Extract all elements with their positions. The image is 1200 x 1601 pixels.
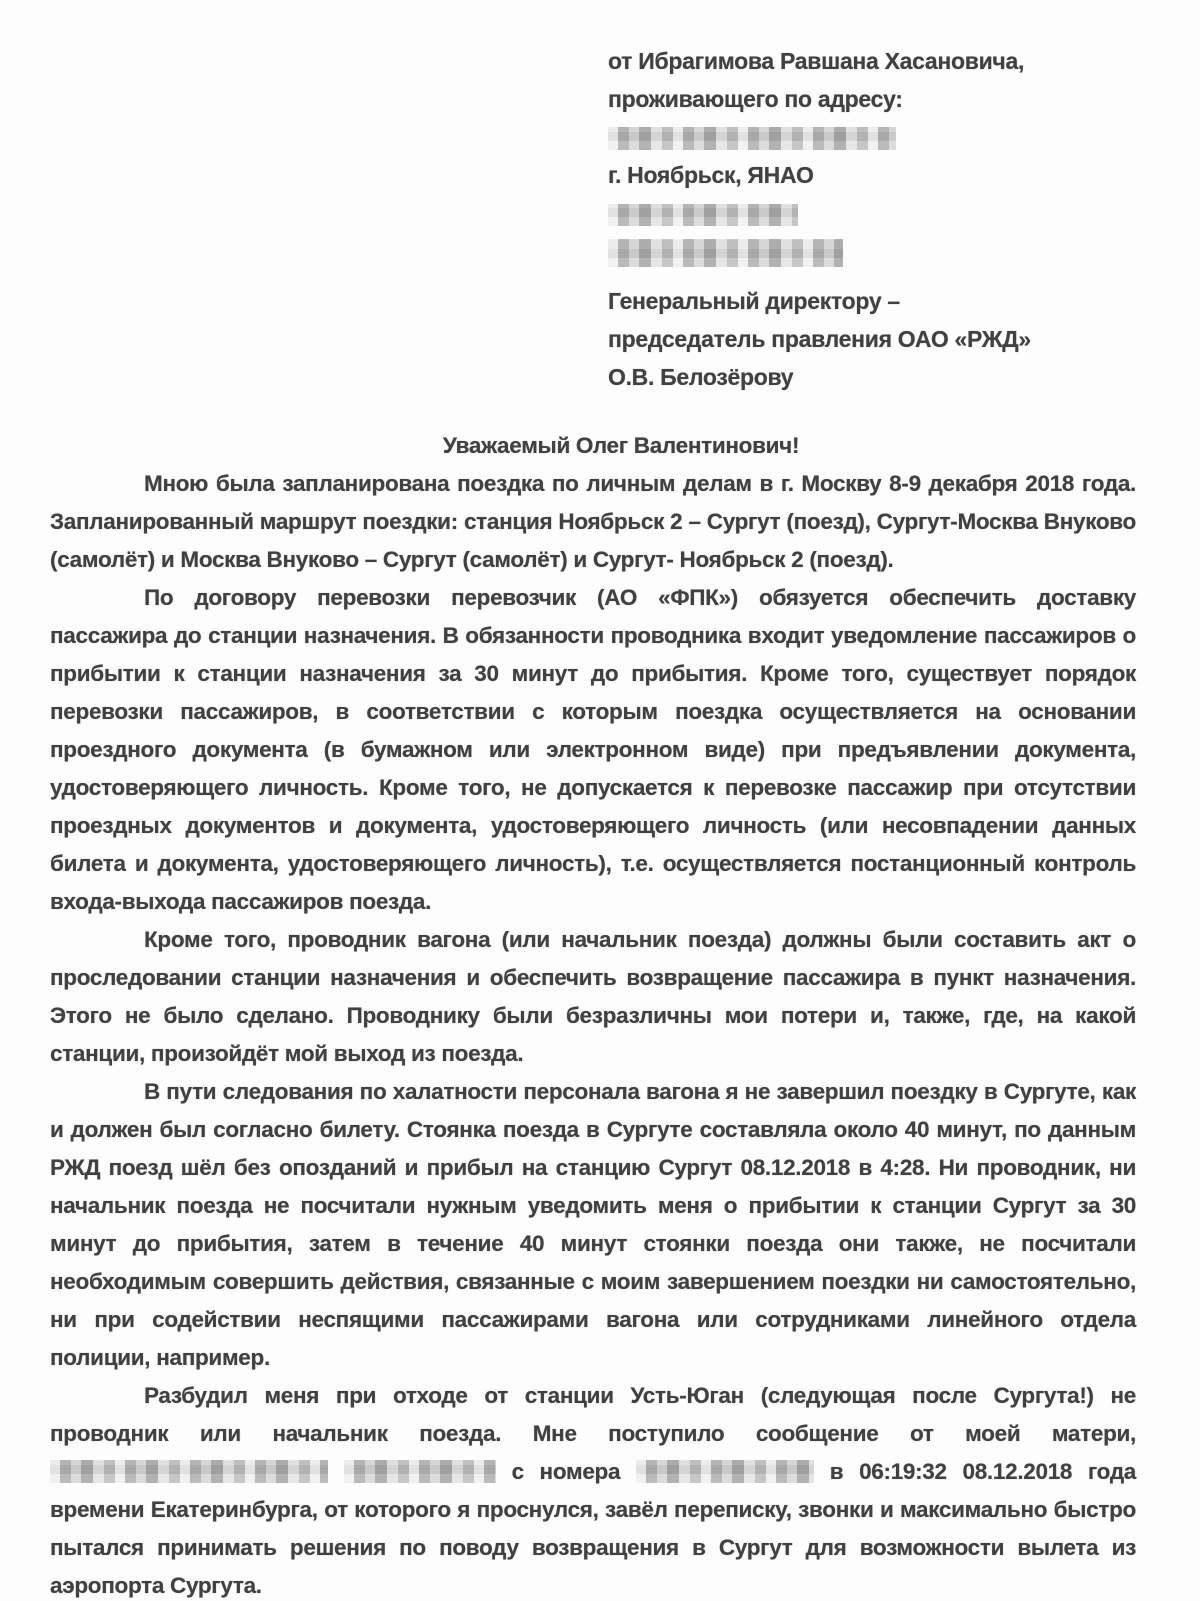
letter-body [50,427,1136,1601]
recipient-name: О.В. Белозёрову [608,364,794,390]
paragraph-5 [50,1377,1136,1601]
recipient-title-line-1: Генеральный директору – [608,288,900,314]
redacted-contact-2 [608,239,843,267]
paragraph-5-text-middle: с номера [511,1459,621,1484]
recipient-block [608,282,1168,396]
paragraph-1: Мною была запланирована поездка по личным делам в г. Москву 8-9 декабря 2018 года. Запланированный маршрут поездки: станция Ноябрьск 2 – Сургут (поезд), Сургут-Москва Внуково (самолёт) и Москва Внуково – Сургут (самолёт) и Сургут- Ноябрьск 2 (поезд). [50,471,1136,572]
letter-header [608,42,1168,396]
paragraph-5-text-end: в 06:19:32 08.12.2018 года времени Екатеринбурга, от которого я проснулся, завёл переписку, звонки и максимально быстро пытался принимать решения по поводу возвращения в Сургут для возможности вылета из аэропорта Сургута. [50,1459,1137,1598]
sender-contact-line-2 [608,232,1168,270]
paragraph-2: По договору перевозки перевозчик (АО «ФПК») обязуется обеспечить доставку пассажира до станции назначения. В обязанности проводника входит уведомление пассажиров о прибытии к станции назначения за 30 минут до прибытия. Кроме того, существует порядок перевозки пассажиров, в соответствии с которым поездка осуществляется на основании проездного документа (в бумажном или электронном виде) при предъявлении документа, удостоверяющего личность. Кроме того, не допускается к перевозке пассажир при отсутствии проездных документов и документа, удостоверяющего личность (или несовпадении данных билета и документа, удостоверяющего личность), т.е. осуществляется постанционный контроль входа-выхода пассажиров поезда. [50,585,1136,914]
salutation: Уважаемый Олег Валентинович! [442,433,800,458]
sender-address-line [608,118,1168,156]
redacted-contact-1 [608,204,798,226]
sender-from-line: от Ибрагимова Равшана Хасановича, [608,48,1025,74]
redacted-street-address [608,127,896,150]
redacted-mother-name [50,1460,328,1483]
redacted-phone-number [636,1460,814,1483]
recipient-title-line-2: председатель правления ОАО «РЖД» [608,326,1031,352]
redacted-mother-name-2 [344,1460,496,1483]
paragraph-3: Кроме того, проводник вагона (или начальник поезда) должны были составить акт о проследовании станции назначения и обеспечить возвращение пассажира в пункт назначения. Этого не было сделано. Проводнику были безразличны мои потери и, также, где, на какой станции, произойдёт мой выход из поезда. [50,927,1136,1066]
sender-contact-line-1 [608,194,1168,232]
sender-address-label: проживающего по адресу: [608,86,903,112]
paragraph-4: В пути следования по халатности персонала вагона я не завершил поездку в Сургуте, как и должен был согласно билету. Стоянка поезда в Сургуте составляла около 40 минут, по данным РЖД поезд шёл без опозданий и прибыл на станцию Сургут 08.12.2018 в 4:28. Ни проводник, ни начальник поезда не посчитали нужным уведомить меня о прибытии к станции Сургут за 30 минут до прибытия, затем в течение 40 минут стоянки поезда они также, не посчитали необходимым совершить действия, связанные с моим завершением поездки ни самостоятельно, ни при содействии неспящими пассажирами вагона или сотрудниками линейного отдела полиции, например. [50,1079,1136,1370]
paragraph-5-text-start: Разбудил меня при отходе от станции Усть-Юган (следующая после Сургута!) не проводник или начальник поезда. Мне поступило сообщение от моей матери, [50,1383,1136,1446]
sender-city: г. Ноябрьск, ЯНАО [608,162,814,188]
sender-block [608,42,1168,270]
